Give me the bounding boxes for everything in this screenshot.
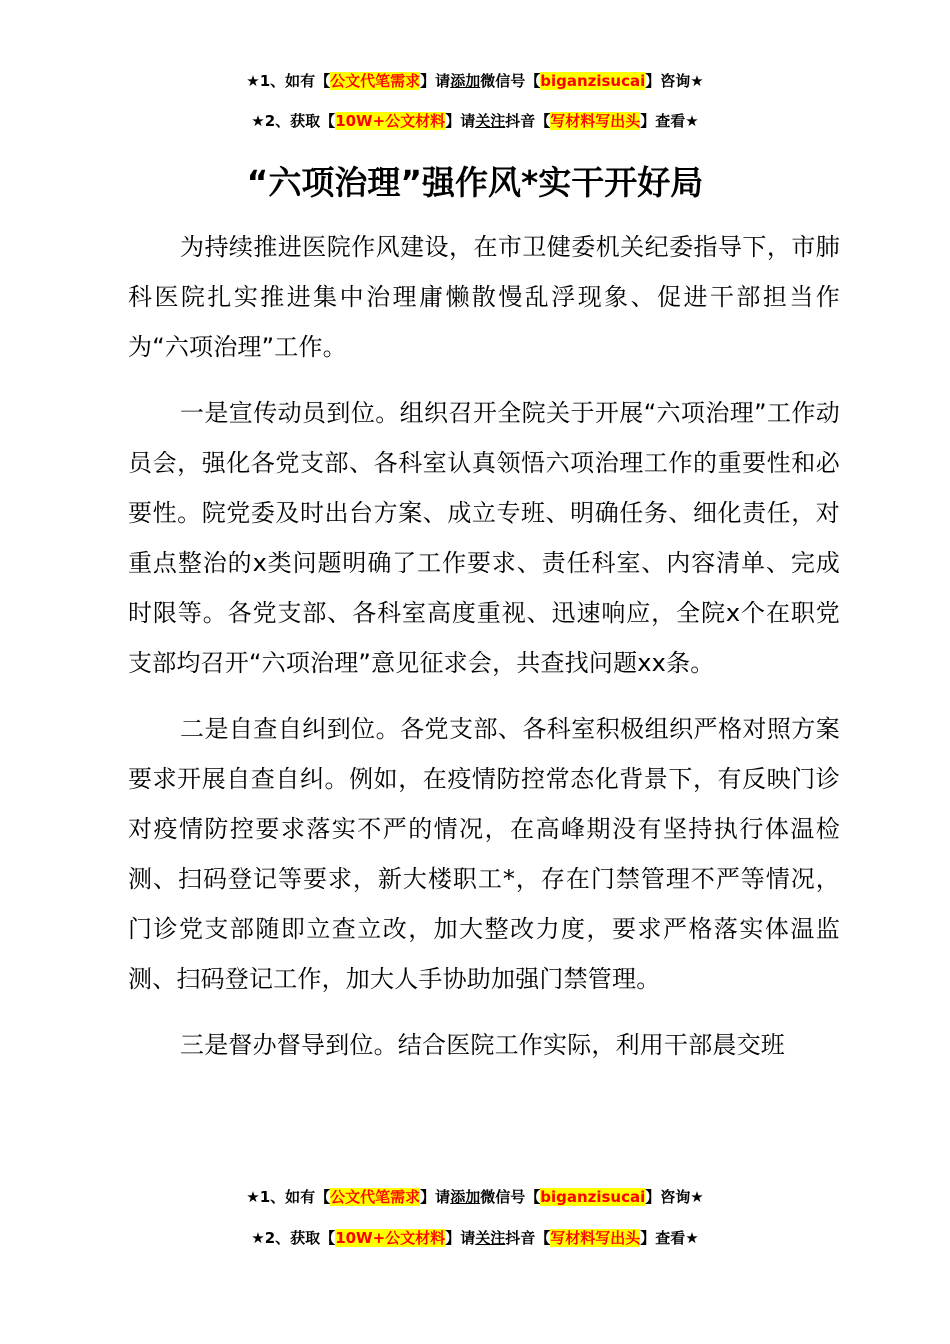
banner-emphasis: 关注 [475,112,506,130]
paragraph-supervision: 三是督办督导到位。结合医院工作实际，利用干部晨交班 [180,1031,785,1059]
banner-text: 】查看★ [640,112,699,130]
banner-text: 】请 [445,1229,476,1247]
footer-banner-line-2 [0,1227,950,1249]
banner-highlight: biganzisucai [540,72,646,90]
paragraph-intro: 为持续推进医院作风建设，在市卫健委机关纪委指导下，市肺科医院扎实推进集中治理庸懒散慢乱浮现象、促进干部担当作为“六项治理”工作。 [128,233,840,361]
banner-text: 】请 [445,112,476,130]
banner-highlight: biganzisucai [540,1188,646,1206]
paragraph-publicity: 一是宣传动员到位。组织召开全院关于开展“六项治理”工作动员会，强化各党支部、各科室认真领悟六项治理工作的重要性和必要性。院党委及时出台方案、成立专班、明确任务、细化责任，对重点整治的x类问题明确了工作要求、责任科室、内容清单、完成时限等。各党支部、各科室高度重视、迅速响应，全院x个在职党支部均召开“六项治理”意见征求会，共查找问题xx条。 [128,399,840,677]
banner-emphasis: 关注 [475,1229,506,1247]
banner-text: 微信号【 [480,72,541,90]
banner-highlight: 10W+公文材料 [335,1229,446,1247]
header-banner-line-1 [0,70,950,92]
document-body [128,222,840,1086]
paragraph-self-inspection: 二是自查自纠到位。各党支部、各科室积极组织严格对照方案要求开展自查自纠。例如，在疫情防控常态化背景下，有反映门诊对疫情防控要求落实不严的情况，在高峰期没有坚持执行体温检测、扫码登记等要求，新大楼职工*，存在门禁管理不严等情况，门诊党支部随即立查立改，加大整改力度，要求严格落实体温监测、扫码登记工作，加大人手协助加强门禁管理。 [128,715,840,993]
banner-text: 抖音【 [505,112,551,130]
banner-highlight: 10W+公文材料 [335,112,446,130]
banner-highlight: 公文代笔需求 [330,1188,421,1206]
banner-text: ★1、如有【 [246,72,331,90]
banner-text: 】咨询★ [645,1188,704,1206]
banner-emphasis: 添加 [450,72,481,90]
banner-text: 】请 [420,1188,451,1206]
banner-highlight: 写材料写出头 [550,112,641,130]
banner-text: ★2、获取【 [251,1229,336,1247]
banner-text: 抖音【 [505,1229,551,1247]
banner-text: 】查看★ [640,1229,699,1247]
banner-emphasis: 添加 [450,1188,481,1206]
banner-text: ★2、获取【 [251,112,336,130]
document-title: “六项治理”强作风*实干开好局 [246,163,704,202]
banner-text: 】咨询★ [645,72,704,90]
header-banner-line-2 [0,110,950,132]
banner-text: 微信号【 [480,1188,541,1206]
banner-text: ★1、如有【 [246,1188,331,1206]
banner-highlight: 写材料写出头 [550,1229,641,1247]
footer-banner-line-1 [0,1186,950,1208]
banner-text: 】请 [420,72,451,90]
banner-highlight: 公文代笔需求 [330,72,421,90]
